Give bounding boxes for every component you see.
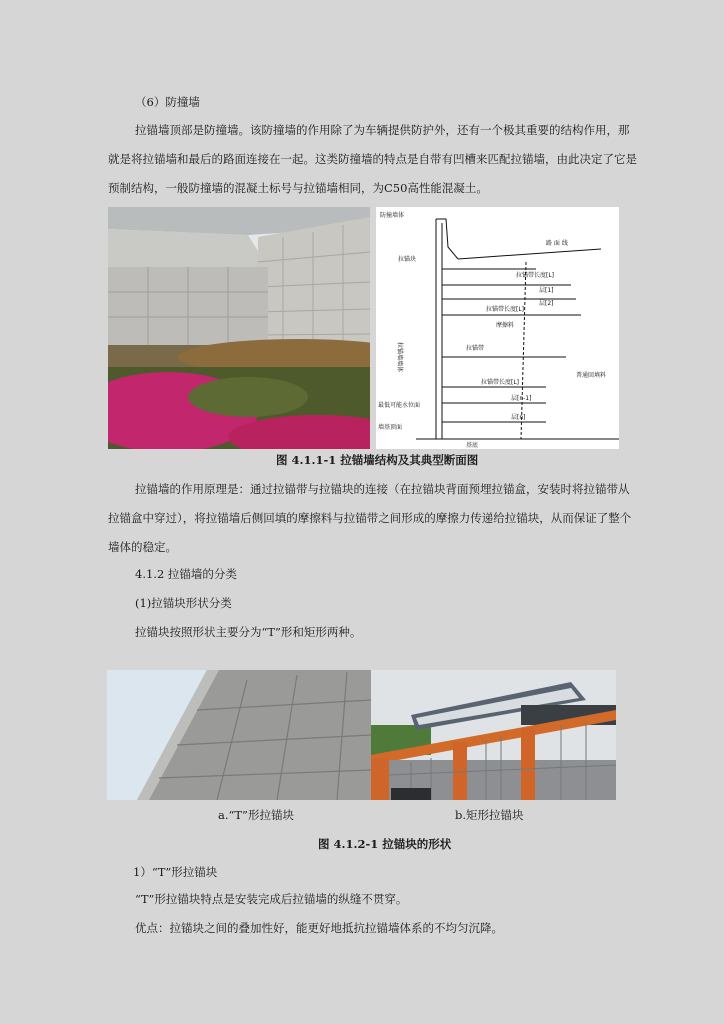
diagram-label: 拉锚带长度[L] [486,306,525,313]
figure-caption: 图 4.1.2-1 拉锚块的形状 [318,837,452,851]
rect-block-wall-photo [371,670,616,800]
diagram-label: 墙基顶面 [378,424,403,431]
diagram-label: 摩擦料 [496,322,515,329]
figure-caption: 图 4.1.1-1 拉锚墙结构及其典型断面图 [276,453,479,467]
diagram-label: 层[2] [539,300,554,307]
wall-cross-section-diagram [376,207,619,449]
figure-label-b: b.矩形拉锚块 [455,808,524,822]
section-heading: 4.1.2 拉锚墙的分类 [135,567,237,581]
diagram-label: 防撞墙体 [380,212,405,219]
diagram-label: 拉锚块 [398,256,417,263]
diagram-label: 层[1] [539,287,554,294]
section-heading: （6）防撞墙 [135,95,200,109]
sub-heading: 1）“T”形拉锚块 [133,865,218,879]
principle-paragraph: 拉锚墙的作用原理是：通过拉锚带与拉锚块的连接（在拉锚块背面预埋拉锚盒，安装时将拉锚带从拉锚盒中穿过），将拉锚墙后侧回填的摩擦料与拉锚带之间形成的摩擦力传递给拉锚块，从而保证了整个墙体的稳定。 [108,482,632,554]
diagram-label: 拉锚墙墙体 [396,342,403,373]
diagram-label: 普通回填料 [576,372,607,379]
diagram-label: 基底 [466,442,479,449]
diagram-label: 拉锚带长度[L] [516,272,555,279]
bridge-wall-photo [108,207,370,449]
sub-heading: (1)拉锚块形状分类 [135,596,232,610]
t-block-wall-photo [107,670,371,800]
diagram-label: 层[n-1] [511,395,532,402]
diagram-label: 拉锚带长度[L] [481,379,520,386]
advantage-text: 优点：拉锚块之间的叠加性好，能更好地抵抗拉锚墙体系的不均匀沉降。 [135,921,503,935]
figure-label-a: a.“T”形拉锚块 [218,808,294,822]
diagram-label: 最低可能水位面 [378,402,421,409]
diagram-label: 路 面 线 [546,240,568,247]
diagram-label: 拉锚带 [466,345,485,352]
feature-text: “T”形拉锚块特点是安装完成后拉锚墙的纵缝不贯穿。 [135,892,408,906]
diagram-label: 层[n] [511,414,526,421]
section-paragraph: 拉锚墙顶部是防撞墙。该防撞墙的作用除了为车辆提供防护外，还有一个极其重要的结构作用，那就是将拉锚墙和最后的路面连接在一起。这类防撞墙的特点是自带有凹槽来匹配拉锚墙，由此决定了它是预制结构，一般防撞墙的混凝土标号与拉锚墙相同，为C50高性能混凝土。 [108,123,637,195]
intro-text: 拉锚块按照形状主要分为“T”形和矩形两种。 [135,625,362,639]
